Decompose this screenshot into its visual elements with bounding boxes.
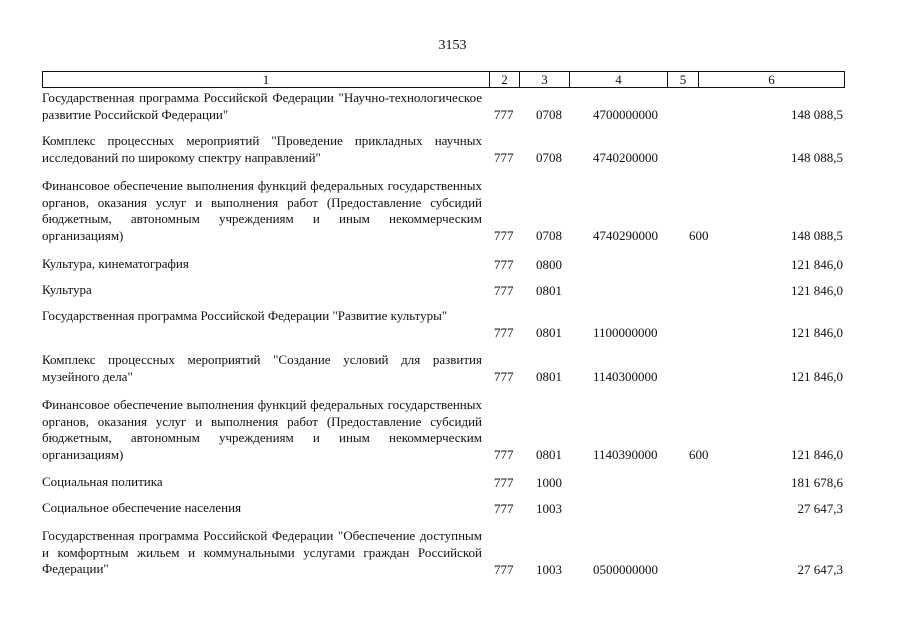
row-code-col2: 777 bbox=[494, 561, 514, 577]
table-header bbox=[42, 71, 845, 88]
row-code-col2: 777 bbox=[494, 368, 514, 384]
table-row bbox=[42, 528, 845, 578]
row-amount: 121 846,0 bbox=[791, 324, 843, 340]
header-col-6: 6 bbox=[698, 72, 844, 87]
table-row bbox=[42, 90, 845, 123]
row-amount: 121 846,0 bbox=[791, 282, 843, 298]
row-code-col2: 777 bbox=[494, 474, 514, 490]
row-code-col3: 0708 bbox=[536, 227, 562, 243]
row-name: Государственная программа Российской Федерации "Научно-технологическое развитие Российской Федерации" bbox=[42, 90, 482, 122]
row-code-col4: 1140300000 bbox=[593, 368, 658, 384]
row-name: Социальное обеспечение населения bbox=[42, 500, 242, 515]
row-code-col3: 1003 bbox=[536, 561, 562, 577]
table-row bbox=[42, 256, 845, 273]
row-code-col2: 777 bbox=[494, 282, 514, 298]
row-code-col2: 777 bbox=[494, 256, 514, 272]
row-name: Государственная программа Российской Федерации "Обеспечение доступным и комфортным жильем и коммунальными услугами граждан Российской Федерации" bbox=[42, 528, 482, 576]
row-amount: 27 647,3 bbox=[797, 561, 843, 577]
row-code-col4: 1140390000 bbox=[593, 446, 658, 462]
row-code-col3: 1000 bbox=[536, 474, 562, 490]
row-code-col4: 4740290000 bbox=[593, 227, 658, 243]
row-name: Комплекс процессных мероприятий "Проведение прикладных научных исследований по широкому спектру направлений" bbox=[42, 133, 482, 165]
row-amount: 27 647,3 bbox=[797, 500, 843, 516]
row-code-col3: 0801 bbox=[536, 368, 562, 384]
row-code-col3: 0801 bbox=[536, 446, 562, 462]
row-code-col4: 1100000000 bbox=[593, 324, 658, 340]
header-col-3: 3 bbox=[519, 72, 569, 87]
row-code-col4: 4700000000 bbox=[593, 106, 658, 122]
row-code-col3: 0801 bbox=[536, 324, 562, 340]
table-row bbox=[42, 397, 845, 463]
page-number: 3153 bbox=[438, 38, 467, 53]
row-code-col2: 777 bbox=[494, 500, 514, 516]
row-amount: 121 846,0 bbox=[791, 446, 843, 462]
header-col-5: 5 bbox=[667, 72, 698, 87]
row-name: Комплекс процессных мероприятий "Создание условий для развития музейного дела" bbox=[42, 352, 482, 384]
row-code-col5: 600 bbox=[689, 446, 709, 462]
row-code-col4: 0500000000 bbox=[593, 561, 658, 577]
header-col-4: 4 bbox=[569, 72, 667, 87]
table-row bbox=[42, 308, 845, 341]
row-code-col2: 777 bbox=[494, 106, 514, 122]
header-col-1: 1 bbox=[262, 72, 270, 87]
row-amount: 121 846,0 bbox=[791, 368, 843, 384]
row-name: Культура bbox=[42, 282, 92, 297]
row-code-col3: 1003 bbox=[536, 500, 562, 516]
table-row bbox=[42, 474, 845, 491]
table-row bbox=[42, 352, 845, 385]
row-code-col5: 600 bbox=[689, 227, 709, 243]
row-amount: 148 088,5 bbox=[791, 106, 843, 122]
row-code-col3: 0801 bbox=[536, 282, 562, 298]
row-code-col2: 777 bbox=[494, 227, 514, 243]
table-row bbox=[42, 282, 845, 299]
row-amount: 148 088,5 bbox=[791, 227, 843, 243]
row-name: Государственная программа Российской Федерации "Развитие культуры" bbox=[42, 308, 448, 323]
row-code-col3: 0800 bbox=[536, 256, 562, 272]
row-name: Финансовое обеспечение выполнения функций федеральных государственных органов, оказания услуг и выполнения работ (Предоставление субсидий бюджетным, автономным учреждениям и иным некоммерческим организациям) bbox=[42, 397, 482, 462]
row-code-col3: 0708 bbox=[536, 106, 562, 122]
row-amount: 181 678,6 bbox=[791, 474, 843, 490]
table-row bbox=[42, 500, 845, 517]
row-code-col3: 0708 bbox=[536, 149, 562, 165]
row-code-col2: 777 bbox=[494, 149, 514, 165]
row-amount: 121 846,0 bbox=[791, 256, 843, 272]
row-code-col2: 777 bbox=[494, 324, 514, 340]
table-row bbox=[42, 133, 845, 166]
table-row bbox=[42, 178, 845, 244]
row-name: Культура, кинематография bbox=[42, 256, 189, 271]
row-code-col2: 777 bbox=[494, 446, 514, 462]
row-name: Финансовое обеспечение выполнения функций федеральных государственных органов, оказания услуг и выполнения работ (Предоставление субсидий бюджетным, автономным учреждениям и иным некоммерческим организациям) bbox=[42, 178, 482, 243]
row-amount: 148 088,5 bbox=[791, 149, 843, 165]
row-code-col4: 4740200000 bbox=[593, 149, 658, 165]
header-col-2: 2 bbox=[489, 72, 519, 87]
row-name: Социальная политика bbox=[42, 474, 163, 489]
